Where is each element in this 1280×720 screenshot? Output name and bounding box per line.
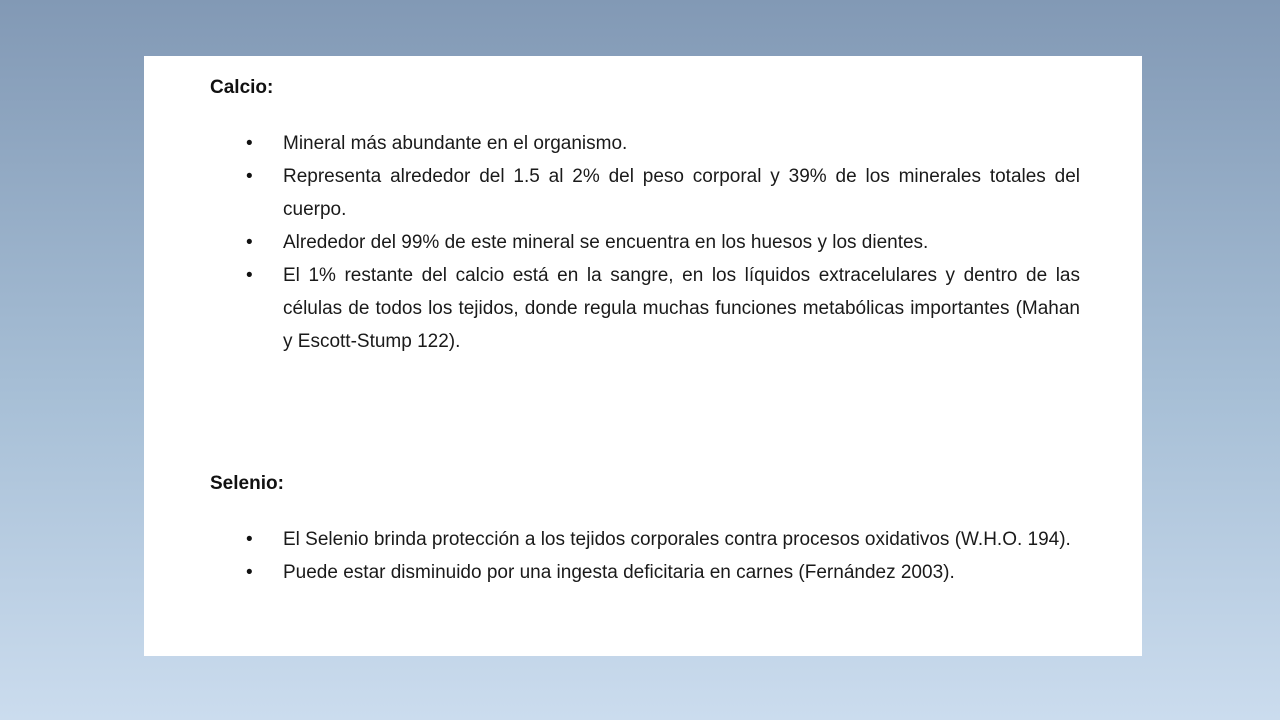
list-item-text: El 1% restante del calcio está en la sangre, en los líquidos extracelulares y dentro de las células de todos los tejidos, donde regula muchas funciones metabólicas importantes (Mahan y Escott-Stump 122).: [283, 265, 1080, 352]
bullet-icon: •: [246, 265, 253, 286]
selenio-bullet-list: [246, 523, 1080, 589]
calcio-bullet-list: [246, 127, 1080, 358]
bullet-icon: •: [246, 232, 253, 253]
list-item: [246, 127, 1080, 160]
list-item: [246, 556, 1080, 589]
bullet-icon: •: [246, 166, 253, 187]
list-item-text: Representa alrededor del 1.5 al 2% del peso corporal y 39% de los minerales totales del cuerpo.: [283, 166, 1080, 220]
bullet-icon: •: [246, 562, 253, 583]
list-item-text: Alrededor del 99% de este mineral se encuentra en los huesos y los dientes.: [283, 232, 929, 253]
list-item-text: El Selenio brinda protección a los tejidos corporales contra procesos oxidativos (W.H.O. 194).: [283, 529, 1071, 550]
list-item-text: Puede estar disminuido por una ingesta deficitaria en carnes (Fernández 2003).: [283, 562, 955, 583]
list-item-text: Mineral más abundante en el organismo.: [283, 133, 628, 154]
document-page: [144, 56, 1142, 656]
section-heading-selenio: Selenio:: [210, 473, 284, 494]
list-item: [246, 160, 1080, 226]
list-item: [246, 226, 1080, 259]
list-item: [246, 523, 1080, 556]
bullet-icon: •: [246, 133, 253, 154]
bullet-icon: •: [246, 529, 253, 550]
list-item: [246, 259, 1080, 358]
section-heading-calcio: Calcio:: [210, 77, 274, 98]
